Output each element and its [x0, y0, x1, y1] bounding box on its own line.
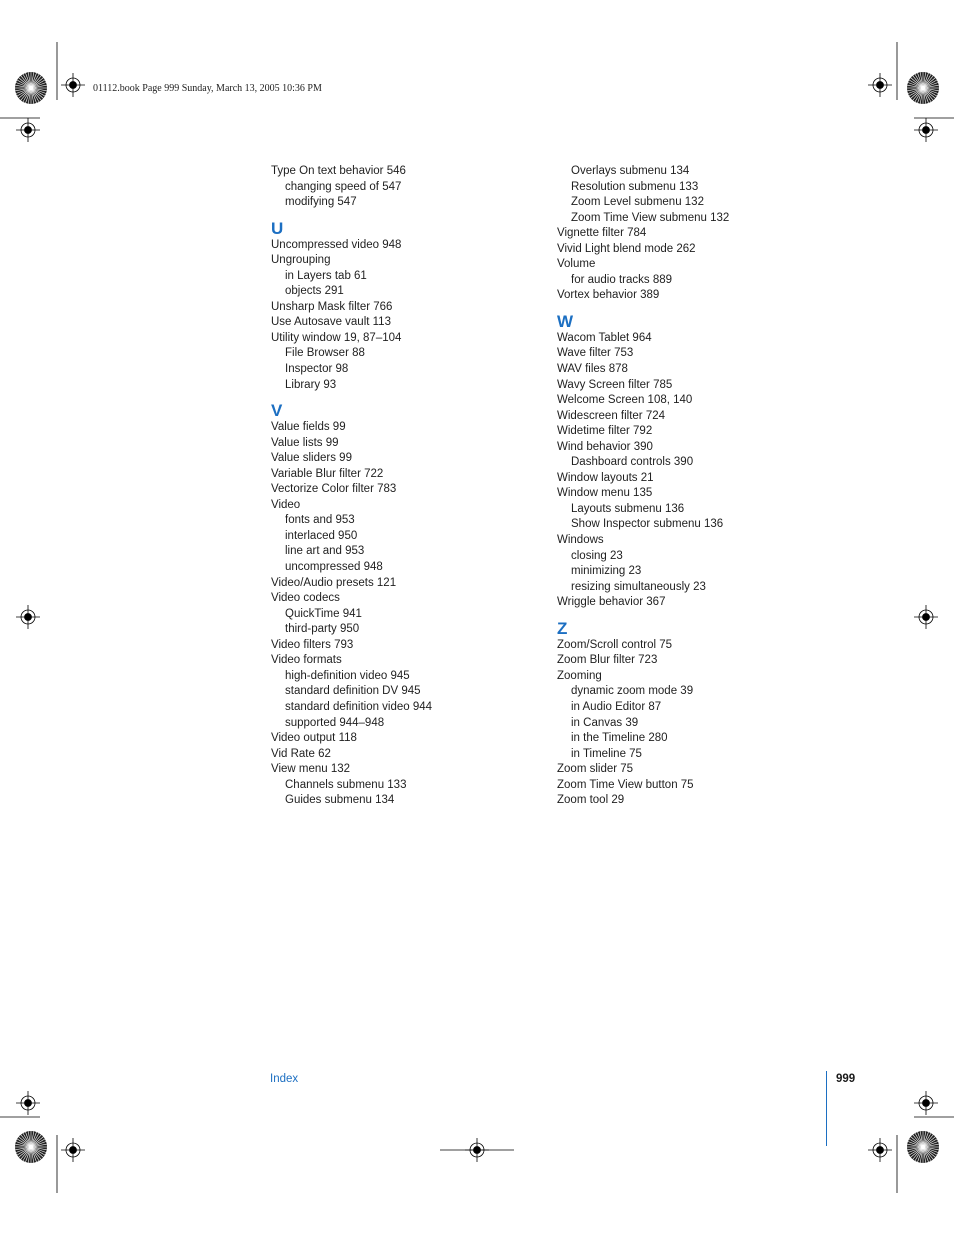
- index-entry: Vignette filter 784: [557, 227, 647, 240]
- registration-target-icon: [868, 73, 892, 97]
- index-entry: Video/Audio presets 121: [271, 576, 397, 589]
- registration-star-icon: [15, 1131, 47, 1163]
- index-subentry: Library 93: [285, 378, 337, 391]
- index-entry: Unsharp Mask filter 766: [271, 300, 393, 313]
- index-subentry: standard definition DV 945: [285, 685, 421, 698]
- index-entry: Uncompressed video 948: [271, 238, 402, 251]
- registration-target-icon: [914, 605, 938, 629]
- registration-target-icon: [914, 118, 938, 142]
- index-entry: Window layouts 21: [557, 471, 654, 484]
- page-number: 999: [836, 1073, 856, 1085]
- index-entry: Wave filter 753: [557, 347, 634, 360]
- registration-target-icon: [16, 605, 40, 629]
- index-entry: Variable Blur filter 722: [271, 467, 384, 480]
- index-entry: Video output 118: [271, 732, 357, 745]
- index-entry: Wind behavior 390: [557, 440, 653, 453]
- index-entry: Zoom Blur filter 723: [557, 654, 658, 667]
- index-subentry: interlaced 950: [285, 529, 358, 542]
- index-subentry: Dashboard controls 390: [571, 456, 694, 469]
- registration-target-icon: [61, 73, 85, 97]
- print-slug: 01112.book Page 999 Sunday, March 13, 2005 10:36 PM: [93, 83, 322, 94]
- index-entry: Value fields 99: [271, 421, 346, 434]
- index-subentry: line art and 953: [285, 545, 365, 558]
- registration-target-icon: [868, 1138, 892, 1162]
- index-subentry: resizing simultaneously 23: [571, 580, 706, 593]
- index-column-right: [557, 164, 817, 809]
- index-entry: Wacom Tablet 964: [557, 331, 652, 344]
- index-subentry: high-definition video 945: [285, 669, 410, 682]
- index-subentry: third-party 950: [285, 623, 360, 636]
- index-subentry: in Audio Editor 87: [571, 700, 662, 713]
- index-entry: Window menu 135: [557, 487, 653, 500]
- index-subentry: QuickTime 941: [285, 607, 362, 620]
- index-subentry: fonts and 953: [285, 514, 355, 527]
- registration-star-icon: [907, 72, 939, 104]
- index-letter-heading: Z: [557, 618, 568, 638]
- index-entry: Vectorize Color filter 783: [271, 483, 397, 496]
- index-subentry: modifying 547: [285, 196, 357, 209]
- index-entry: Type On text behavior 546: [271, 165, 406, 177]
- index-subentry: Resolution submenu 133: [571, 180, 699, 193]
- index-subentry: File Browser 88: [285, 347, 365, 360]
- index-subentry: standard definition video 944: [285, 700, 433, 713]
- registration-target-icon: [16, 118, 40, 142]
- registration-target-icon: [465, 1138, 489, 1162]
- index-subentry: Inspector 98: [285, 363, 349, 376]
- index-subentry: Zoom Time View submenu 132: [571, 211, 730, 224]
- index-subentry: Layouts submenu 136: [571, 502, 685, 515]
- index-entry: Vortex behavior 389: [557, 289, 660, 302]
- index-subentry: in Layers tab 61: [285, 269, 367, 282]
- index-entry: Use Autosave vault 113: [271, 316, 391, 329]
- footer-section-label: Index: [270, 1073, 299, 1085]
- index-entry: Zoom Time View button 75: [557, 778, 694, 791]
- index-entry: Welcome Screen 108, 140: [557, 394, 693, 407]
- footer-divider: [826, 1071, 827, 1146]
- index-entry: Video filters 793: [271, 638, 354, 651]
- index-entry: Utility window 19, 87–104: [271, 331, 402, 344]
- index-entry: Widetime filter 792: [557, 425, 653, 438]
- index-subentry: minimizing 23: [571, 565, 642, 578]
- index-entry: Video formats: [271, 654, 342, 667]
- index-entry: Zoom tool 29: [557, 794, 625, 807]
- index-entry: Value sliders 99: [271, 452, 352, 465]
- index-entry: Ungrouping: [271, 254, 331, 267]
- index-entry: Video: [271, 498, 301, 511]
- index-subentry: uncompressed 948: [285, 561, 383, 574]
- index-entry: Windows: [557, 534, 604, 547]
- index-entry: Value lists 99: [271, 436, 339, 449]
- index-entry: Wavy Screen filter 785: [557, 378, 673, 391]
- index-subentry: Guides submenu 134: [285, 794, 395, 807]
- registration-target-icon: [61, 1138, 85, 1162]
- index-subentry: in Canvas 39: [571, 716, 639, 729]
- index-letter-heading: U: [271, 218, 284, 238]
- index-subentry: objects 291: [285, 285, 344, 298]
- index-letter-heading: V: [271, 401, 283, 421]
- index-subentry: Channels submenu 133: [285, 778, 407, 791]
- registration-star-icon: [907, 1131, 939, 1163]
- index-subentry: Zoom Level submenu 132: [571, 196, 704, 209]
- index-entry: Vid Rate 62: [271, 747, 331, 760]
- index-subentry: in Timeline 75: [571, 747, 642, 760]
- index-entry: Widescreen filter 724: [557, 409, 666, 422]
- index-subentry: for audio tracks 889: [571, 273, 673, 286]
- index-column-left: [271, 164, 531, 809]
- index-entry: Vivid Light blend mode 262: [557, 242, 696, 255]
- index-subentry: supported 944–948: [285, 716, 385, 729]
- index-letter-heading: W: [557, 311, 574, 331]
- index-subentry: Show Inspector submenu 136: [571, 518, 724, 531]
- index-entry: WAV files 878: [557, 363, 628, 376]
- registration-star-icon: [15, 72, 47, 104]
- index-entry: Wriggle behavior 367: [557, 596, 666, 609]
- index-entry: View menu 132: [271, 763, 351, 776]
- index-subentry: Overlays submenu 134: [571, 165, 690, 177]
- index-entry: Volume: [557, 258, 596, 271]
- index-entry: Zoom slider 75: [557, 763, 634, 776]
- index-entry: Zoom/Scroll control 75: [557, 638, 673, 651]
- index-entry: Video codecs: [271, 592, 340, 605]
- registration-target-icon: [16, 1091, 40, 1115]
- registration-target-icon: [914, 1091, 938, 1115]
- index-subentry: dynamic zoom mode 39: [571, 685, 694, 698]
- index-entry: Zooming: [557, 669, 602, 682]
- index-subentry: in the Timeline 280: [571, 732, 668, 745]
- index-subentry: changing speed of 547: [285, 180, 402, 193]
- index-subentry: closing 23: [571, 549, 623, 562]
